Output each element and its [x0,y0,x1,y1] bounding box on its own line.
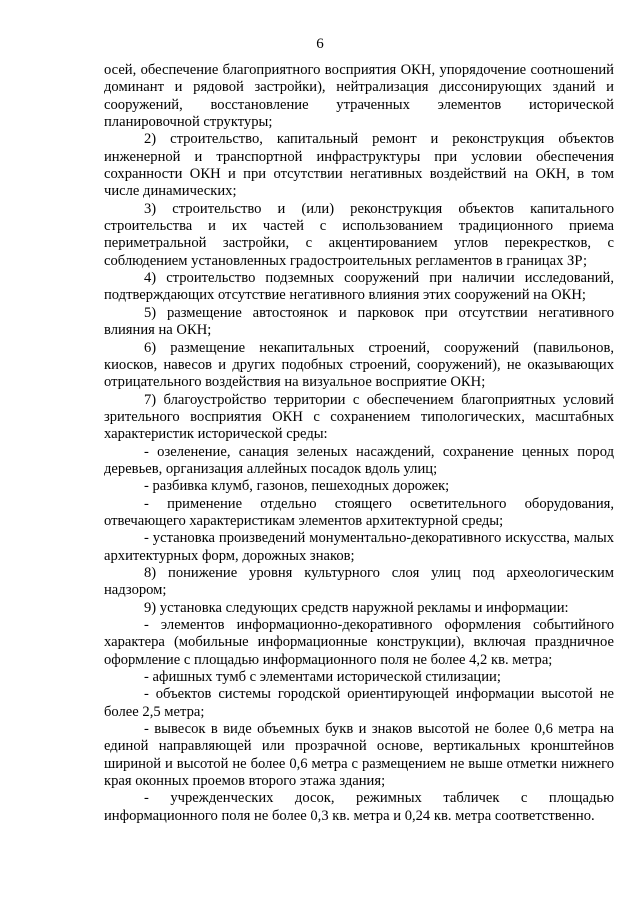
paragraph: 8) понижение уровня культурного слоя улиц под археологическим надзором; [104,564,614,599]
paragraph: 5) размещение автостоянок и парковок при отсутствии негативного влияния на ОКН; [104,304,614,339]
list-item: - учрежденческих досок, режимных табличек с площадью информационного поля не более 0,3 кв. метра и 0,24 кв. метра соответственно. [104,790,614,824]
document-body [104,62,614,825]
list-item: - вывесок в виде объемных букв и знаков высотой не более 0,6 метра на единой направляющей или прозрачной основе, вертикальных кронштейнов шириной и высотой не более 0,6 метра с размещением не выше отметки нижнего края оконных проемов второго этажа здания; [104,721,614,790]
list-item: - разбивка клумб, газонов, пешеходных дорожек; [144,478,450,495]
paragraph: 3) строительство и (или) реконструкция объектов капитального строительства и их частей с использованием традиционного приема периметральной застройки, с акцентированием углов перекрестков, с соблюдением установленных градостроительных регламентов в границах ЗР; [104,200,614,269]
page-number: 6 [316,36,324,52]
list-item: - элементов информационно-декоративного оформления событийного характера (мобильные информационные конструкции), включая праздничное оформление с площадью информационного поля не более 4,2 кв. метра; [104,617,614,668]
paragraph: 9) установка следующих средств наружной рекламы и информации: [144,599,569,616]
list-item: - объектов системы городской ориентирующей информации высотой не более 2,5 метра; [104,686,614,720]
paragraph: 6) размещение некапитальных строений, сооружений (павильонов, киосков, навесов и других подобных строений, сооружений), не оказывающих отрицательного воздействия на визуальное восприятие ОКН; [104,339,614,391]
paragraph: осей, обеспечение благоприятного восприятия ОКН, упорядочение соотношений доминант и рядовой застройки), нейтрализация диссонирующих зданий и сооружений, восстановление утраченных элементов исторической планировочной структуры; [104,62,614,131]
paragraph: 7) благоустройство территории с обеспечением благоприятных условий зрительного восприятия ОКН с сохранением типологических, масштабных характеристик исторической среды: [104,391,614,443]
list-item: - применение отдельно стоящего осветительного оборудования, отвечающего характеристикам элементов архитектурной среды; [104,495,614,529]
paragraph: 2) строительство, капитальный ремонт и реконструкция объектов инженерной и транспортной инфраструктуры при условии обеспечения сохранности ОКН и при отсутствии негативных воздействий на ОКН, в том числе динамических; [104,131,614,200]
list-item: - афишных тумб с элементами исторической стилизации; [144,669,501,686]
list-item: - установка произведений монументально-декоративного искусства, малых архитектурных форм, дорожных знаков; [104,530,614,564]
list-item: - озеленение, санация зеленых насаждений, сохранение ценных пород деревьев, организация аллейных посадок вдоль улиц; [104,443,614,477]
paragraph: 4) строительство подземных сооружений при наличии исследований, подтверждающих отсутствие негативного влияния этих сооружений на ОКН; [104,270,614,304]
